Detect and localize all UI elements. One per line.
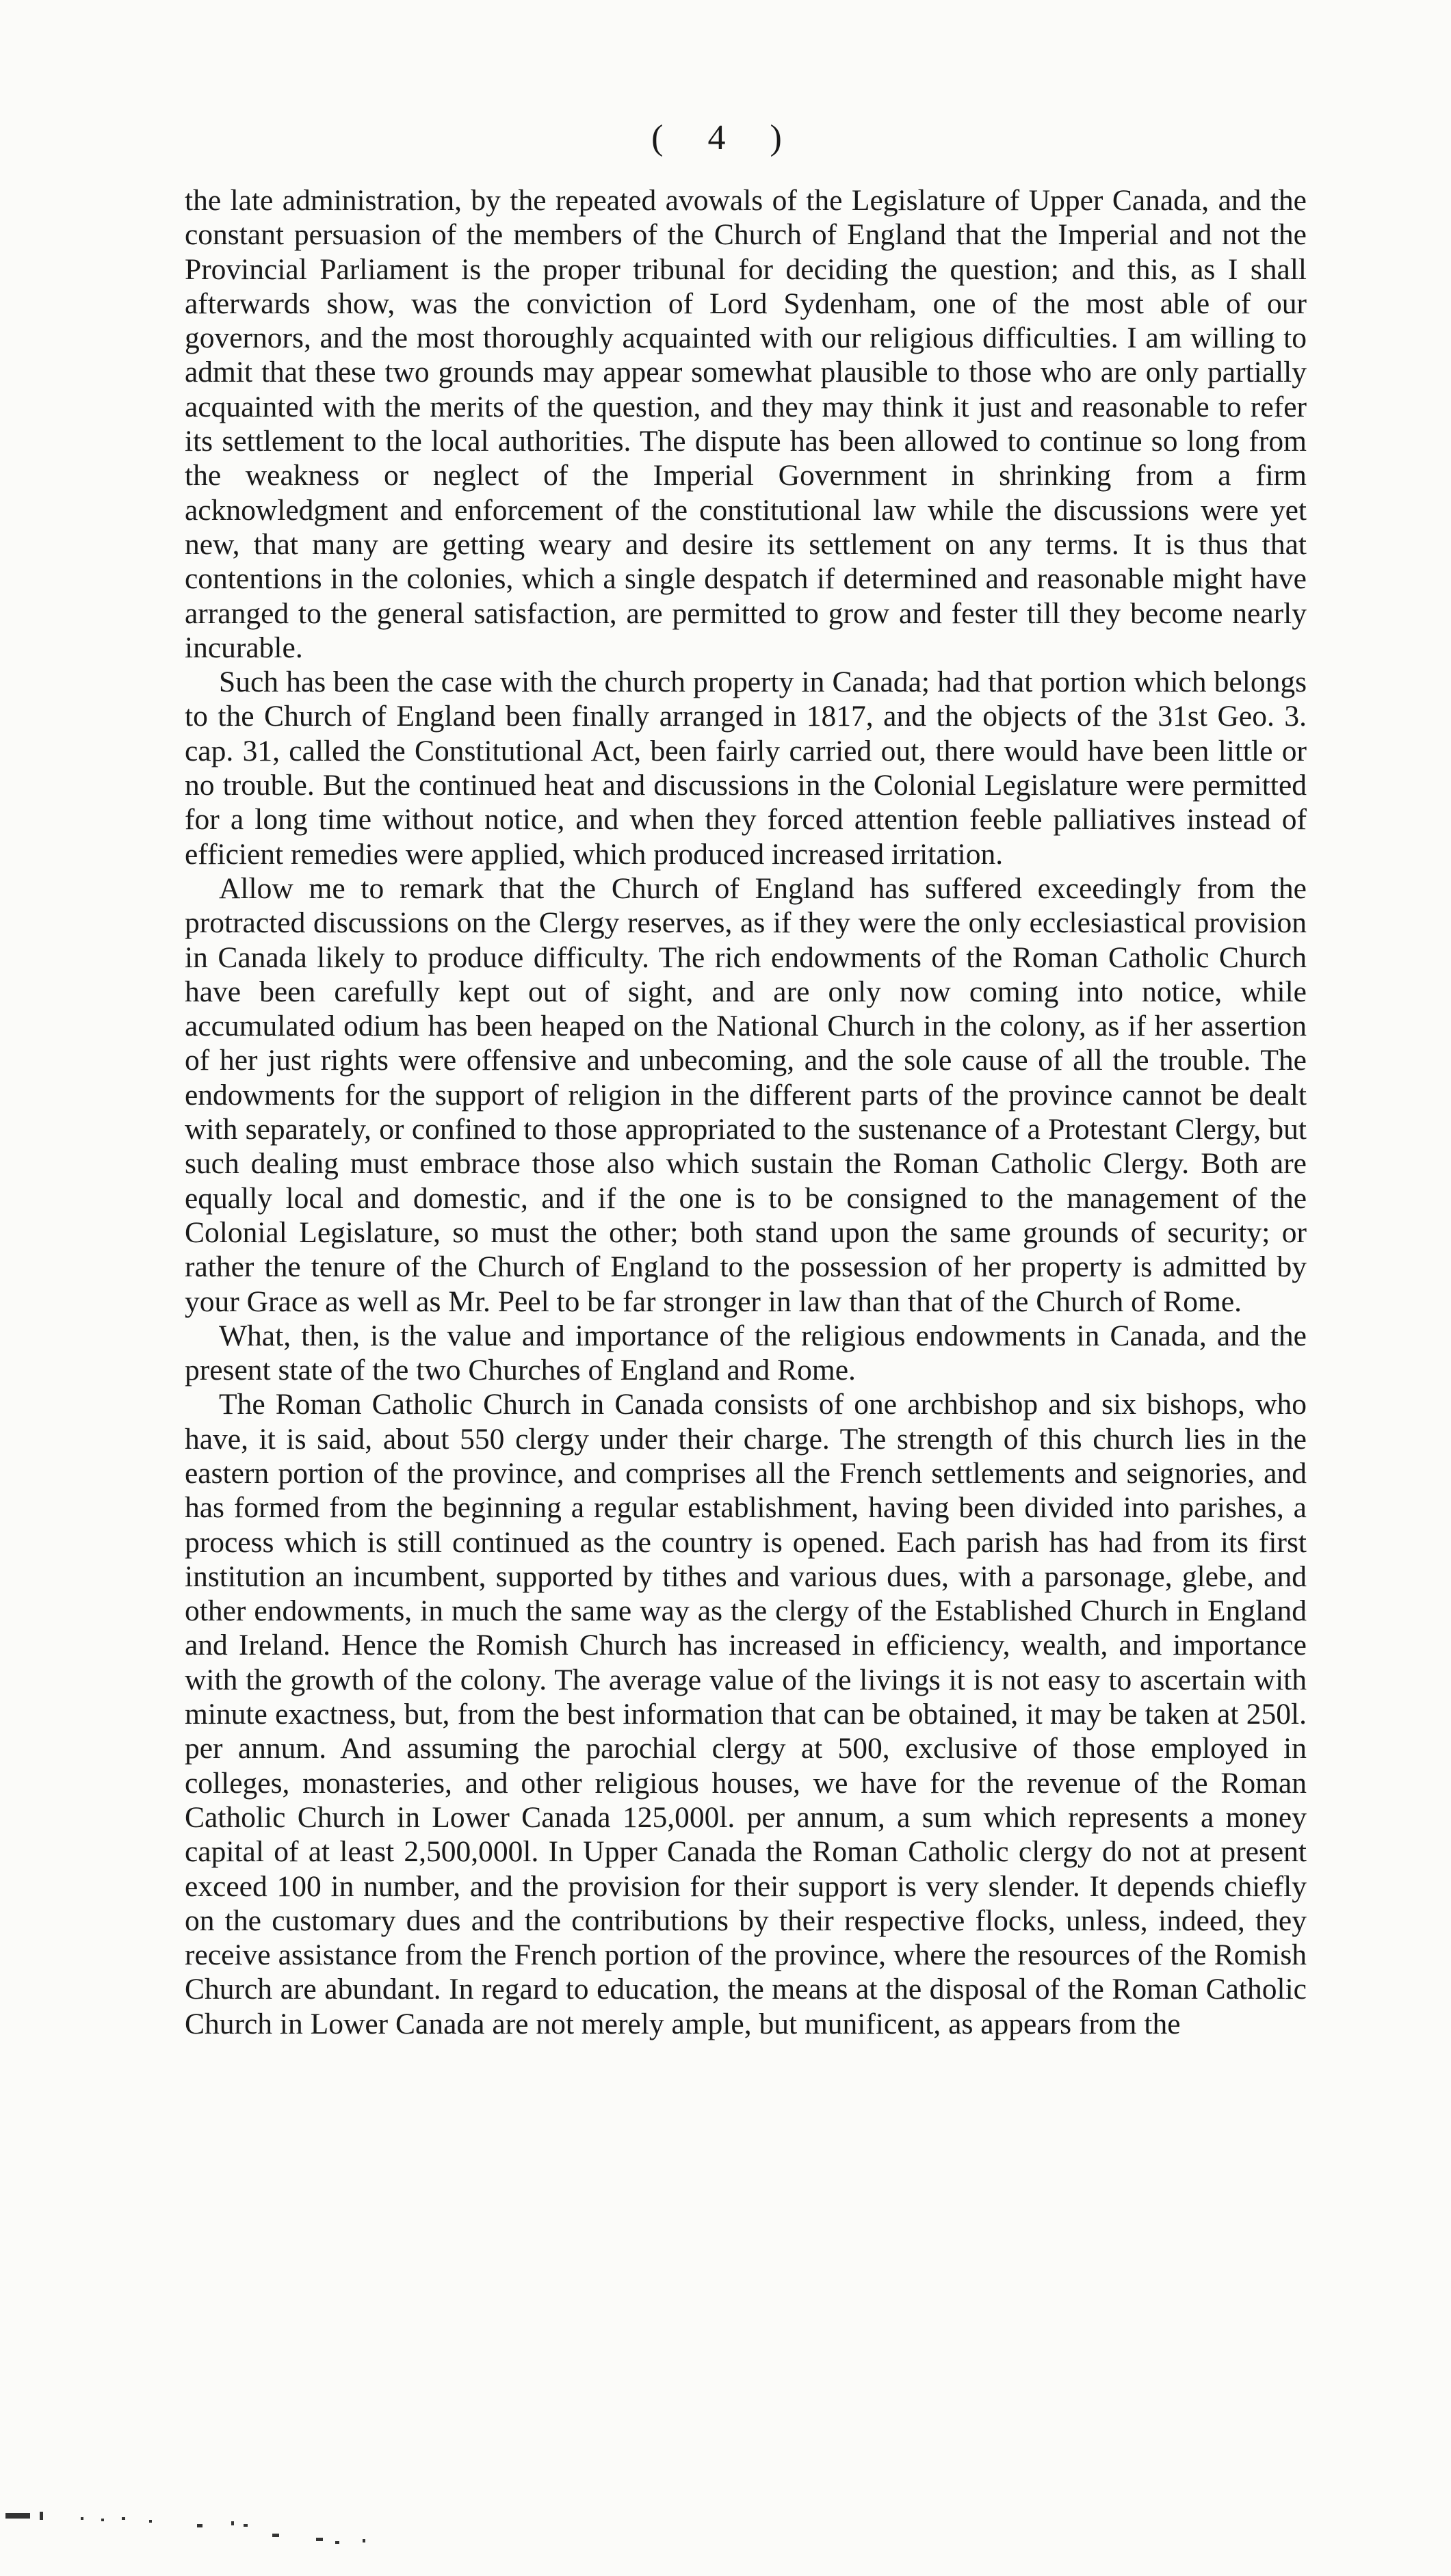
paragraph: Such has been the case with the church property in Canada; had that portion which belongs to the Church of England been finally arranged in 1817, and the objects of the 31st Geo. 3. cap. 31, called the Constitutional Act, been fairly carried out, there would have been little or no trouble. But the continued heat and discussions in the Colonial Legislature were permitted for a long time without notice, and when they forced attention feeble palliatives instead of efficient remedies were applied, which produced increased irritation. xyxy=(185,666,1307,871)
paragraph: The Roman Catholic Church in Canada consists of one archbishop and six bishops, who have, it is said, about 550 clergy under their charge. The strength of this church lies in the eastern portion of the province, and comprises all the French settlements and seignories, and has formed from the beginning a regular establishment, having been divided into parishes, a process which is still continued as the country is opened. Each parish has had from its first institution an incumbent, supported by tithes and various dues, with a parsonage, glebe, and other endowments, in much the same way as the clergy of the Established Church in England and Ireland. Hence the Romish Church has increased in efficiency, wealth, and importance with the growth of the colony. The average value of the livings it is not easy to ascertain with minute exactness, but, from the best information that can be obtained, it may be taken at 250l. per annum. And assuming the parochial clergy at 500, exclusive of those employed in colleges, monasteries, and other religious houses, we have for the revenue of the Roman Catholic Church in Lower Canada 125,000l. per annum, a sum which represents a money capital of at least 2,500,000l. In Upper Canada the Roman Catholic clergy do not at present exceed 100 in number, and the provision for their support is very slender. It depends chiefly on the customary dues and the contributions by their respective flocks, unless, indeed, they receive assistance from the French portion of the province, where the resources of the Romish Church are abundant. In regard to education, the means at the disposal of the Roman Catholic Church in Lower Canada are not merely ample, but munificent, as appears from the xyxy=(185,1388,1307,2040)
paragraph: Allow me to remark that the Church of England has suffered exceedingly from the protracted discussions on the Clergy reserves, as if they were the only ecclesiastical provision in Canada likely to produce difficulty. The rich endowments of the Roman Catholic Church have been carefully kept out of sight, and are only now coming into notice, while accumulated odium has been heaped on the National Church in the colony, as if her assertion of her just rights were offensive and unbecoming, and the sole cause of all the trouble. The endowments for the support of religion in the different parts of the province cannot be dealt with separately, or confined to those appropriated to the sustenance of a Protestant Clergy, but such dealing must embrace those also which sustain the Roman Catholic Clergy. Both are equally local and domestic, and if the one is to be consigned to the management of the Colonial Legislature, so must the other; both stand upon the same grounds of security; or rather the tenure of the Church of England to the possession of her property is admitted by your Grace as well as Mr. Peel to be far stronger in law than that of the Church of Rome. xyxy=(185,871,1307,1318)
paragraph: What, then, is the value and importance of the religious endowments in Canada, and the present state of the two Churches of England and Rome. xyxy=(185,1319,1307,1387)
page-number: ( 4 ) xyxy=(651,118,800,157)
paragraph: the late administration, by the repeated avowals of the Legislature of Upper Canada, and the constant persuasion of the members of the Church of England that the Imperial and not the Provincial Parliament is the proper tribunal for deciding the question; and this, as I shall afterwards show, was the conviction of Lord Sydenham, one of the most able of our governors, and the most thoroughly acquainted with our religious difficulties. I am willing to admit that these two grounds may appear somewhat plausible to those who are only partially acquainted with the merits of the question, and they may think it just and reasonable to refer its settlement to the local authorities. The dispute has been allowed to continue so long from the weakness or neglect of the Imperial Government in shrinking from a firm acknowledgment and enforcement of the constitutional law while the discussions were yet new, that many are getting weary and desire its settlement on any terms. It is thus that contentions in the colonies, which a single despatch if determined and reasonable might have arranged to the general satisfaction, are permitted to grow and fester till they become nearly incurable. xyxy=(185,184,1307,664)
body-text xyxy=(185,183,1307,2041)
scan-artifact-marks xyxy=(0,2503,424,2551)
